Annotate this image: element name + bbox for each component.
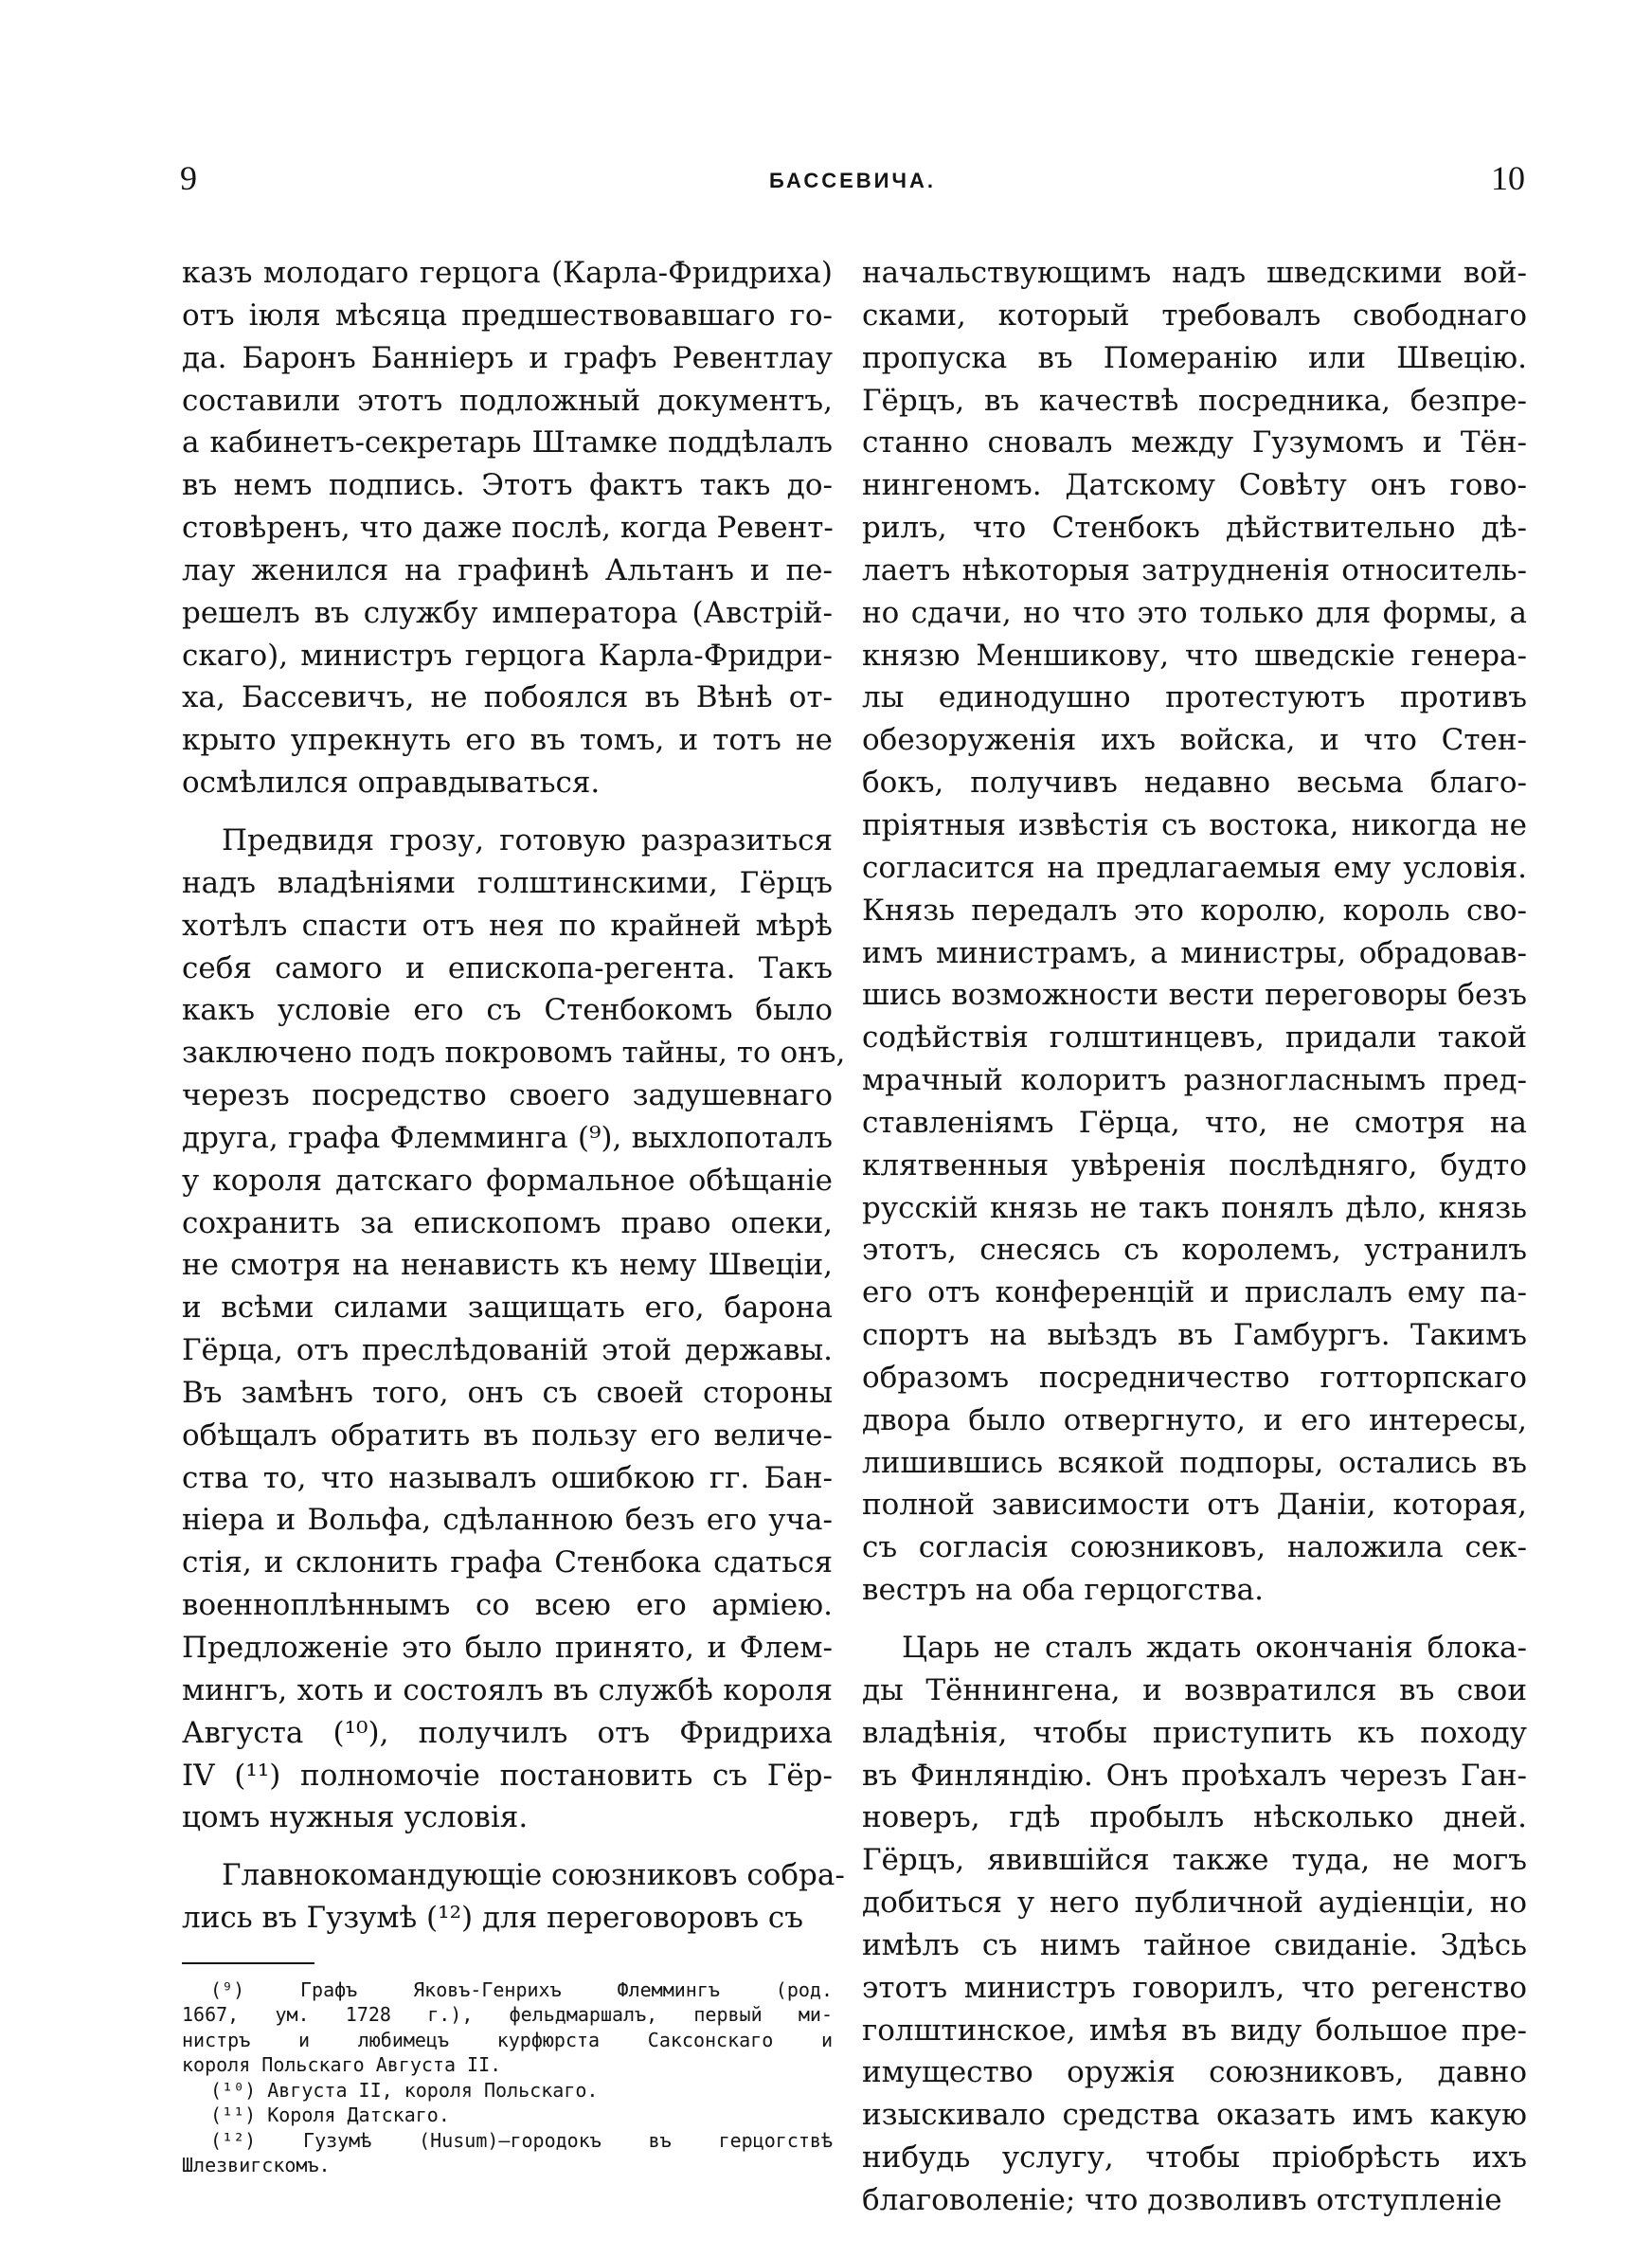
text-line: рилъ, что Стенбокъ дѣйствительно дѣ- — [862, 511, 1527, 546]
text-line: а кабинетъ-секретарь Штамке поддѣлалъ — [182, 425, 833, 460]
footnote-line: (¹¹) Короля Датскаго. — [210, 2104, 450, 2127]
text-line: этотъ министръ говорилъ, что регенство — [862, 1970, 1527, 2005]
text-line: Въ замѣнъ того, онъ съ своей стороны — [182, 1375, 833, 1410]
text-line: скаго), министръ герцога Карла-Фридри- — [182, 638, 833, 673]
footnote — [182, 1977, 833, 2078]
text-line: спортъ на выѣздъ въ Гамбургъ. Такимъ — [862, 1318, 1527, 1353]
text-line: Гёрца, отъ преслѣдованій этой державы. — [182, 1333, 833, 1368]
text-line: себя самого и епископа-регента. Такъ — [182, 950, 833, 985]
text-line: Царь не сталъ ждать окончанія блока- — [902, 1631, 1527, 1665]
text-line: обѣщалъ обратить въ пользу его величе- — [182, 1417, 833, 1453]
text-line: лись въ Гузумѣ (¹²) для переговоровъ съ — [182, 1901, 803, 1936]
text-line: въ немъ подпись. Этотъ фактъ такъ до- — [182, 468, 833, 503]
left-column — [182, 252, 846, 2178]
text-line: ніера и Вольфа, сдѣланною безъ его уча- — [182, 1503, 833, 1538]
paragraph — [182, 1854, 845, 1940]
text-line: князю Меншикову, что шведскіе генера- — [862, 638, 1527, 673]
paragraph — [182, 820, 846, 1839]
text-line: имѣлъ съ нимъ тайное свиданіе. Здѣсь — [862, 1927, 1527, 1962]
text-line: этотъ, снесясь съ королемъ, устранилъ — [862, 1233, 1527, 1268]
text-line: осмѣлился оправдываться. — [182, 766, 601, 801]
text-line: съ согласія союзниковъ, наложила сек- — [862, 1530, 1527, 1565]
text-line: крыто упрекнуть его въ томъ, и тотъ не — [182, 723, 833, 758]
text-line: обезоруженія ихъ войска, и что Стен- — [862, 723, 1527, 758]
text-line: не смотря на ненависть къ нему Швеціи, — [182, 1248, 833, 1283]
text-line: полной зависимости отъ Даніи, которая, — [862, 1488, 1527, 1523]
text-line: Предложеніе это было принято, и Флем- — [182, 1631, 833, 1665]
footnote-line: нистръ и любимецъ курфюрста Саксонскаго и — [182, 2028, 833, 2051]
text-line: лишившись всякой подпоры, остались въ — [862, 1445, 1527, 1480]
text-line: русскій князь не такъ понялъ дѣло, князь — [862, 1190, 1527, 1225]
text-line: Гёрцъ, въ качествѣ посредника, безпре- — [862, 383, 1527, 418]
text-line: Главнокомандующіе союзниковъ собра- — [222, 1858, 845, 1893]
text-line: но сдачи, но что это только для формы, а — [862, 595, 1527, 630]
text-line: стовѣренъ, что даже послѣ, когда Ревент- — [182, 511, 834, 546]
text-line: стія, и склонить графа Стенбока сдаться — [182, 1545, 833, 1580]
text-line: новеръ, гдѣ пробылъ нѣсколько дней. — [862, 1800, 1527, 1835]
text-line: имущество оружія союзниковъ, давно — [862, 2055, 1527, 2090]
text-line: станно сновалъ между Гузумомъ и Тён- — [862, 425, 1527, 460]
text-line: владѣнія, чтобы приступить къ походу — [862, 1715, 1527, 1750]
text-line: нибудь услугу, чтобы пріобрѣсть ихъ — [862, 2140, 1527, 2176]
text-line: въ Финляндію. Онъ проѣхалъ черезъ Ган- — [862, 1758, 1527, 1793]
text-line: лы единодушно протестуютъ противъ — [862, 680, 1527, 715]
text-line: заключено подъ покровомъ тайны, то онъ, — [182, 1036, 846, 1071]
text-line: какъ условіе его съ Стенбокомъ было — [182, 993, 833, 1028]
text-line: нингеномъ. Датскому Совѣту онъ гово- — [862, 468, 1527, 503]
text-line: его отъ конференцій и прислалъ ему па- — [862, 1275, 1527, 1310]
left-column-text — [182, 252, 846, 1940]
right-column-text — [862, 252, 1527, 2222]
text-line: добиться у него публичной аудіенціи, но — [862, 1886, 1527, 1921]
text-line: благоволеніе; что дозволивъ отступленіе — [862, 2182, 1502, 2217]
text-line: сохранить за епископомъ право опеки, — [182, 1205, 833, 1240]
text-line: ставленіямъ Гёрца, что, не смотря на — [862, 1105, 1527, 1140]
text-line: имъ министрамъ, а министры, обрадовав- — [862, 935, 1527, 970]
text-line: мрачный колоритъ разногласнымъ пред- — [862, 1063, 1527, 1098]
text-line: бокъ, получивъ недавно весьма благо- — [862, 766, 1527, 801]
text-line: пріятныя извѣстія съ востока, никогда не — [862, 807, 1527, 842]
text-line: шись возможности вести переговоры безъ — [862, 978, 1527, 1013]
text-line: и всѣми силами защищать его, барона — [182, 1291, 833, 1326]
text-line: цомъ нужныя условія. — [182, 1800, 529, 1835]
running-head — [180, 159, 1525, 216]
text-line: Августа (¹⁰), получилъ отъ Фридриха — [182, 1715, 833, 1750]
text-line: ды Тённингена, и возвратился въ свои — [862, 1672, 1527, 1707]
text-line: изыскивало средства оказать имъ какую — [862, 2098, 1527, 2133]
text-line: Гёрцъ, явившійся также туда, не могъ — [862, 1843, 1527, 1878]
text-line: казъ молодаго герцога (Карла-Фридриха) — [182, 256, 833, 290]
page-number-left: 9 — [180, 159, 197, 197]
running-title: БАССЕВИЧА. — [769, 169, 936, 192]
paragraph — [182, 252, 833, 804]
footnote-line: Шлезвигскомъ. — [182, 2154, 331, 2177]
text-line: сками, который требовалъ свободнаго — [862, 298, 1527, 333]
paragraph — [862, 1627, 1527, 2222]
text-line: Князь передалъ это королю, король сво- — [862, 893, 1527, 928]
text-line: у короля датскаго формальное обѣщаніе — [182, 1163, 833, 1198]
text-line: голштинское, имѣя въ виду большое пре- — [862, 2013, 1527, 2048]
footnote — [182, 2103, 833, 2128]
text-line: IV (¹¹) полномочіе постановить съ Гёр- — [182, 1758, 833, 1793]
text-line: военноплѣннымъ со всею его арміею. — [182, 1588, 833, 1623]
text-line: вестръ на оба герцогства. — [862, 1573, 1264, 1608]
footnote — [182, 2128, 833, 2178]
text-line: хотѣлъ спасти отъ нея по крайней мѣрѣ — [182, 908, 833, 943]
text-line: ха, Бассевичъ, не побоялся въ Вѣнѣ от- — [182, 680, 833, 715]
text-line: друга, графа Флемминга (⁹), выхлопоталъ — [182, 1120, 833, 1155]
page-number-right: 10 — [1491, 159, 1525, 197]
text-line: клятвенныя увѣренія послѣдняго, будто — [862, 1147, 1527, 1183]
text-line: образомъ посредничество готторпскаго — [862, 1360, 1527, 1395]
right-column — [862, 252, 1527, 2222]
text-line: черезъ посредство своего задушевнаго — [182, 1078, 833, 1113]
text-line: отъ іюля мѣсяца предшествовавшаго го- — [182, 298, 833, 333]
text-line: лаетъ нѣкоторыя затрудненія относитель- — [862, 552, 1527, 587]
text-line: лау женился на графинѣ Альтанъ и пе- — [182, 552, 833, 587]
text-line: согласится на предлагаемыя ему условія. — [862, 850, 1527, 885]
footnote-line: короля Польскаго Августа II. — [182, 2053, 502, 2077]
paragraph — [862, 252, 1527, 1612]
text-line: решелъ въ службу императора (Австрій- — [182, 595, 833, 630]
text-line: мингъ, хоть и состоялъ въ службѣ короля — [182, 1672, 833, 1707]
text-line: двора было отвергнуто, и его интересы, — [862, 1402, 1527, 1437]
footnote-divider — [182, 1962, 314, 1964]
text-line: Предвидя грозу, готовую разразиться — [222, 822, 833, 858]
footnote-line: (⁹) Графъ Яковъ-Генрихъ Флеммингъ (род. — [210, 1977, 833, 2001]
footnote-line: (¹²) Гузумѣ (Husum)—городокъ въ герцогствѣ — [210, 2128, 833, 2152]
text-line: начальствующимъ надъ шведскими вой- — [862, 256, 1527, 290]
text-line: составили этотъ подложный документъ, — [182, 383, 833, 418]
text-line: содѣйствія голштинцевъ, придали такой — [862, 1020, 1527, 1056]
footnote-line: (¹⁰) Августа II, короля Польскаго. — [210, 2078, 599, 2102]
footnote-line: 1667, ум. 1728 г.), фельдмаршалъ, первый ми- — [182, 2003, 833, 2027]
text-line: надъ владѣніями голштинскими, Гёрцъ — [182, 865, 833, 900]
footnotes — [182, 1977, 833, 2178]
footnote — [182, 2078, 833, 2104]
text-line: пропуска въ Померанію или Швецію. — [862, 340, 1527, 375]
text-line: ства то, что называлъ ошибкою гг. Бан- — [182, 1460, 833, 1495]
text-line: да. Баронъ Банніеръ и графъ Ревентлау — [182, 340, 833, 375]
